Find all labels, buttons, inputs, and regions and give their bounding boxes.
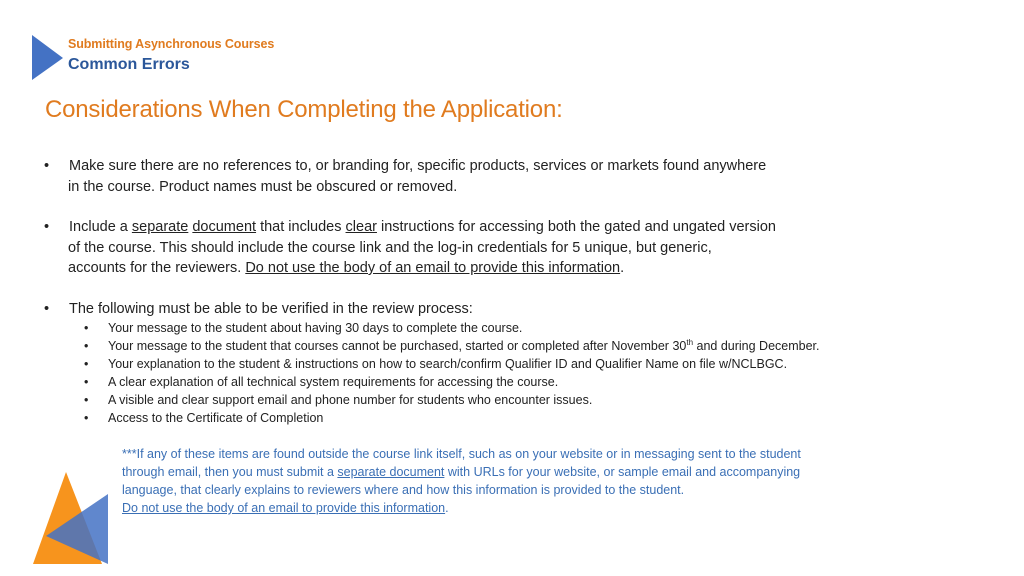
- footnote-line: through email, then you must submit a separate document with URLs for your website, or sample email and accompanying: [122, 465, 801, 479]
- bullet-dot: •: [44, 219, 50, 235]
- header-triangle-icon: [32, 35, 64, 81]
- decorative-triangles-icon: [30, 470, 112, 566]
- list-item: • Access to the Certificate of Completion: [84, 411, 324, 425]
- list-item: • Your message to the student about having 30 days to complete the course.: [84, 321, 523, 335]
- list-item: • A visible and clear support email and phone number for students who encounter issues.: [84, 393, 593, 407]
- topic-subtitle: Common Errors: [68, 56, 190, 73]
- email-warning-text: Do not use the body of an email to provide this information: [245, 260, 621, 276]
- bullet-text: Include a separate document that includes clear instructions for accessing both the gated and ungated version: [69, 219, 776, 235]
- bullet-text: Make sure there are no references to, or branding for, specific products, services or markets found anywhere: [69, 158, 767, 174]
- verification-list: [84, 319, 820, 427]
- bullet-text: of the course. This should include the course link and the log-in credentials for 5 unique, but generic,: [68, 239, 712, 256]
- page-title: Considerations When Completing the Application:: [45, 96, 563, 123]
- footnote-line: language, that clearly explains to reviewers where and how this information is provided to the student.: [122, 483, 685, 497]
- footnote-line: Do not use the body of an email to provide this information.: [122, 501, 449, 515]
- bullet-dot: •: [44, 158, 50, 174]
- list-item: • A clear explanation of all technical system requirements for accessing the course.: [84, 375, 559, 389]
- bullet-verification: [44, 299, 904, 320]
- bullet-text: The following must be able to be verified in the review process:: [69, 301, 473, 317]
- bullet-dot: •: [44, 301, 50, 317]
- footnote: [122, 445, 902, 517]
- bullet-text: accounts for the reviewers. Do not use the body of an email to provide this information.: [68, 260, 625, 276]
- bullet-text: in the course. Product names must be obscured or removed.: [68, 178, 458, 195]
- list-item: • Your message to the student that courses cannot be purchased, started or completed after November 30th and during December.: [84, 338, 820, 353]
- footnote-line: ***If any of these items are found outside the course link itself, such as on your website or in messaging sent to the student: [122, 447, 801, 461]
- bullet-separate-document: [44, 217, 904, 279]
- list-item: • Your explanation to the student & instructions on how to search/confirm Qualifier ID and Qualifier Name on file w/NCLBGC.: [84, 357, 788, 371]
- bullet-branding: [44, 156, 904, 197]
- section-subtitle: Submitting Asynchronous Courses: [68, 37, 275, 51]
